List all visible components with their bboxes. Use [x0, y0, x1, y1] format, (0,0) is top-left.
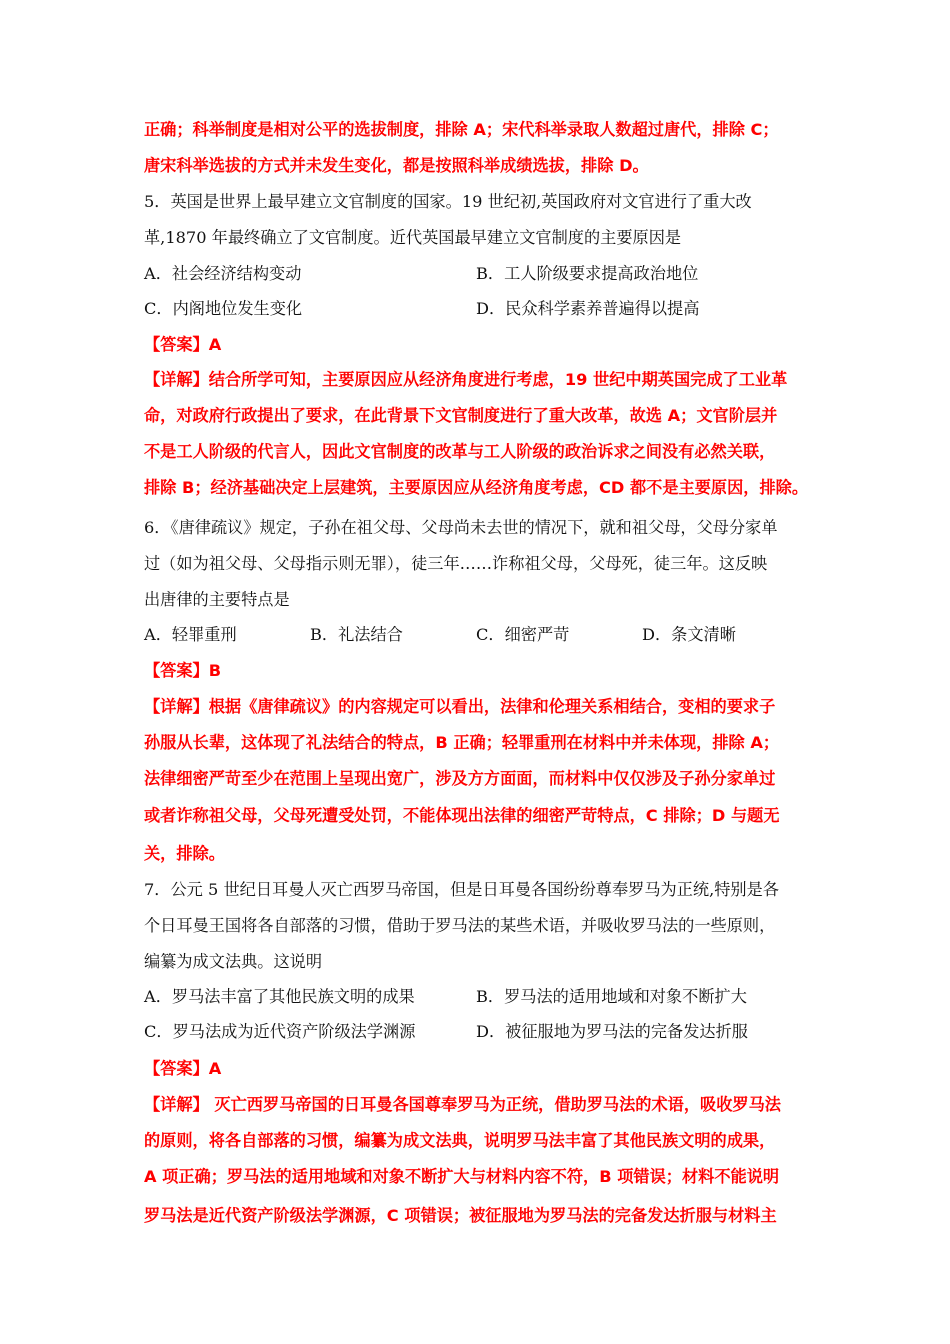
- q6-stem-line-1: 6．《唐律疏议》规定，子孙在祖父母、父母尚未去世的情况下，就和祖父母，父母分家单: [144, 518, 778, 537]
- q6-explanation-line-4: 或者诈称祖父母，父母死遭受处罚，不能体现出法律的细密严苛特点，C 排除；D 与题无: [144, 806, 780, 825]
- q7-explanation-line-1: 【详解】 灭亡西罗马帝国的日耳曼各国尊奉罗马为正统，借助罗马法的术语，吸收罗马法: [144, 1095, 781, 1114]
- q6-option-a: A．轻罪重刑: [144, 625, 237, 644]
- intro-line-2: 唐宋科举选拔的方式并未发生变化，都是按照科举成绩选拔，排除 D。: [144, 156, 649, 175]
- q7-option-c: C．罗马法成为近代资产阶级法学渊源: [144, 1022, 416, 1041]
- q7-option-b: B．罗马法的适用地域和对象不断扩大: [476, 987, 747, 1006]
- q7-explanation-line-3: A 项正确；罗马法的适用地域和对象不断扩大与材料内容不符，B 项错误；材料不能说明: [144, 1167, 780, 1186]
- q7-explanation-line-2: 的原则，将各自部落的习惯，编纂为成文法典，说明罗马法丰富了其他民族文明的成果，: [144, 1131, 776, 1150]
- q5-stem-line-2: 革,1870 年最终确立了文官制度。近代英国最早建立文官制度的主要原因是: [144, 228, 682, 247]
- q5-option-b: B．工人阶级要求提高政治地位: [476, 264, 699, 283]
- q5-option-a: A．社会经济结构变动: [144, 264, 302, 283]
- q6-option-c: C．细密严苛: [476, 625, 570, 644]
- q7-stem-line-3: 编纂为成文法典。这说明: [144, 952, 323, 971]
- q6-stem-line-3: 出唐律的主要特点是: [144, 590, 290, 609]
- q7-option-d: D．被征服地为罗马法的完备发达折服: [476, 1022, 748, 1041]
- q7-explanation-line-4: 罗马法是近代资产阶级法学渊源，C 项错误；被征服地为罗马法的完备发达折服与材料主: [144, 1206, 777, 1225]
- q5-stem-line-1: 5．英国是世界上最早建立文官制度的国家。19 世纪初,英国政府对文官进行了重大改: [144, 192, 752, 211]
- q5-explanation-line-4: 排除 B；经济基础决定上层建筑，主要原因应从经济角度考虑，CD 都不是主要原因，排除。: [144, 478, 809, 497]
- q5-option-c: C．内阁地位发生变化: [144, 299, 303, 318]
- q7-answer: 【答案】A: [144, 1059, 222, 1078]
- q5-explanation-line-1: 【详解】结合所学可知，主要原因应从经济角度进行考虑，19 世纪中期英国完成了工业革: [144, 370, 788, 389]
- q6-explanation-line-2: 孙服从长辈，这体现了礼法结合的特点，B 正确；轻罪重刑在材料中并未体现，排除 A；: [144, 733, 780, 752]
- q6-answer: 【答案】B: [144, 661, 222, 680]
- q7-stem-line-1: 7．公元 5 世纪日耳曼人灭亡西罗马帝国，但是日耳曼各国纷纷尊奉罗马为正统,特别是各: [144, 880, 779, 899]
- q7-option-a: A．罗马法丰富了其他民族文明的成果: [144, 987, 415, 1006]
- q6-explanation-line-1: 【详解】根据《唐律疏议》的内容规定可以看出，法律和伦理关系相结合，变相的要求子: [144, 697, 776, 716]
- q6-stem-line-2: 过（如为祖父母、父母指示则无罪），徒三年……诈称祖父母，父母死，徒三年。这反映: [144, 554, 768, 573]
- q6-explanation-line-3: 法律细密严苛至少在范围上呈现出宽广，涉及方方面面，而材料中仅仅涉及子孙分家单过: [144, 769, 776, 788]
- q6-option-b: B．礼法结合: [310, 625, 403, 644]
- intro-line-1: 正确；科举制度是相对公平的选拔制度，排除 A；宋代科举录取人数超过唐代，排除 C；: [144, 120, 779, 139]
- q5-answer: 【答案】A: [144, 335, 222, 354]
- q7-stem-line-2: 个日耳曼王国将各自部落的习惯，借助于罗马法的某些术语，并吸收罗马法的一些原则，: [144, 916, 776, 935]
- q6-option-d: D．条文清晰: [642, 625, 736, 644]
- q6-explanation-line-5: 关，排除。: [144, 844, 225, 863]
- q5-explanation-line-3: 不是工人阶级的代言人，因此文官制度的改革与工人阶级的政治诉求之间没有必然关联，: [144, 442, 776, 461]
- q5-explanation-line-2: 命，对政府行政提出了要求，在此背景下文官制度进行了重大改革，故选 A；文官阶层并: [144, 406, 778, 425]
- q5-option-d: D．民众科学素养普遍得以提高: [476, 299, 700, 318]
